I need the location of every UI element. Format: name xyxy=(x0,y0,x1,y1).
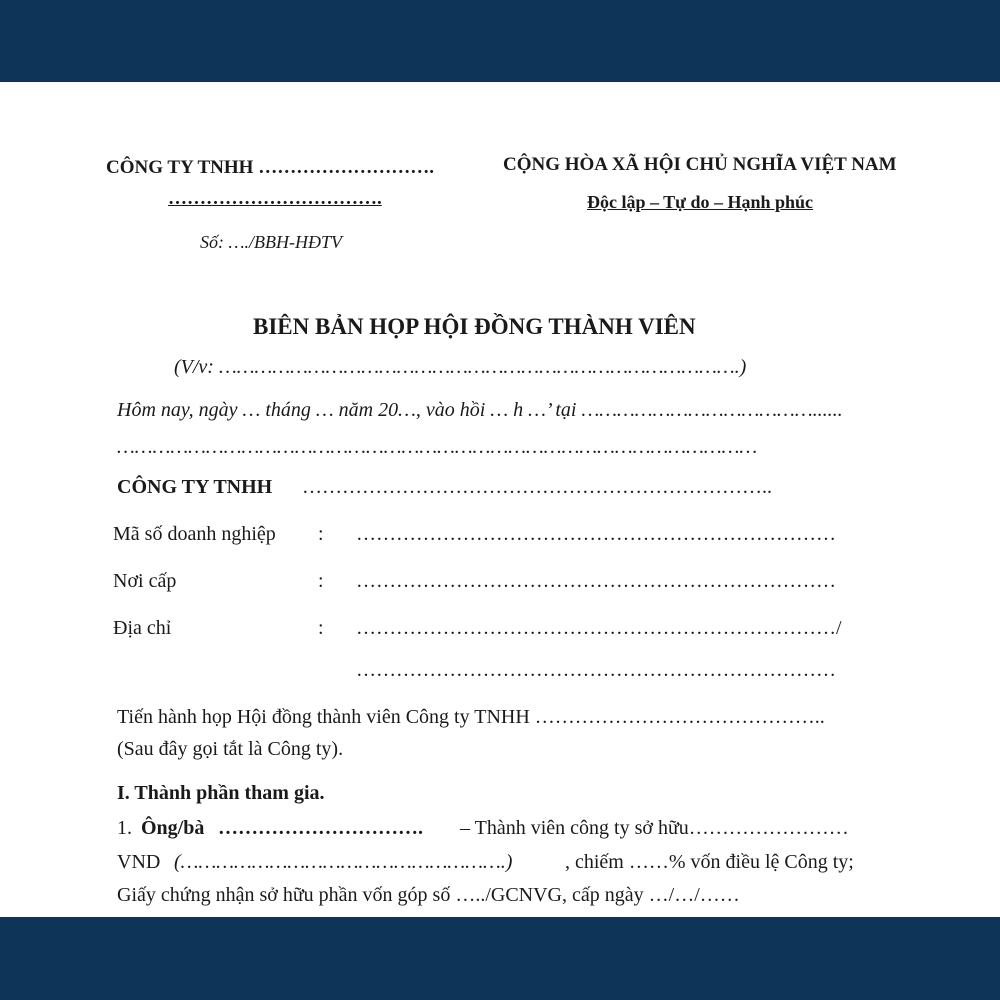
document-title: BIÊN BẢN HỌP HỘI ĐỒNG THÀNH VIÊN xyxy=(253,314,696,339)
intro-line-2: ……………………………………………………………………………………………… xyxy=(117,436,758,458)
document-subject: (V/v: …………………………………………………………………………….) xyxy=(174,356,747,378)
field-value-address-line2: ……………………………………………………………… xyxy=(356,659,836,681)
field-value-issued-place: ……………………………………………………………… xyxy=(356,570,836,592)
bottom-frame-band xyxy=(0,917,1000,1000)
member-line2-share: , chiếm ……% vốn điều lệ Công ty; xyxy=(565,851,854,873)
field-value-enterprise-code: ……………………………………………………………… xyxy=(356,523,836,545)
member-line2-amount-words: (……………………………………………….) xyxy=(174,851,513,873)
field-value-address: ………………………………………………………………/ xyxy=(356,617,842,639)
intro-line-1: Hôm nay, ngày … tháng … năm 20…, vào hồi … h …’ tại …………………………………...... xyxy=(117,399,843,421)
member-line2-vnd: VND xyxy=(117,851,161,873)
national-title: CỘNG HÒA XÃ HỘI CHỦ NGHĨA VIỆT NAM xyxy=(503,154,897,175)
member-number: 1. xyxy=(117,817,132,839)
field-label-issued-place: Nơi cấp xyxy=(113,570,177,592)
company-name-value: …………………………………………………………….. xyxy=(302,476,772,498)
document-number: Số: …./BBH-HĐTV xyxy=(200,232,342,252)
company-label: CÔNG TY TNHH xyxy=(117,476,273,498)
national-motto: Độc lập – Tự do – Hạnh phúc xyxy=(587,192,814,212)
meeting-line-1: Tiến hành họp Hội đồng thành viên Công ty TNHH …………………………………….. xyxy=(117,706,825,728)
company-name-line2: ……………………………. xyxy=(168,188,382,209)
member-name-dots: …………………………. xyxy=(218,817,423,839)
company-name-header: CÔNG TY TNHH ………………………. xyxy=(106,157,434,178)
field-label-address: Địa chỉ xyxy=(113,617,172,639)
top-frame-band xyxy=(0,0,1000,82)
meeting-line-2: (Sau đây gọi tắt là Công ty). xyxy=(117,738,344,760)
field-colon: : xyxy=(318,570,324,592)
field-colon: : xyxy=(318,523,324,545)
document-page xyxy=(0,82,1000,917)
field-colon: : xyxy=(318,617,324,639)
member-label: Ông/bà xyxy=(141,817,205,839)
section-heading: I. Thành phần tham gia. xyxy=(117,782,325,804)
member-line3-certificate: Giấy chứng nhận sở hữu phần vốn góp số …../GCNVG, cấp ngày …/…/…… xyxy=(117,884,740,906)
field-label-enterprise-code: Mã số doanh nghiệp xyxy=(113,523,276,545)
member-line1-rest: – Thành viên công ty sở hữu…………………… xyxy=(460,817,849,839)
